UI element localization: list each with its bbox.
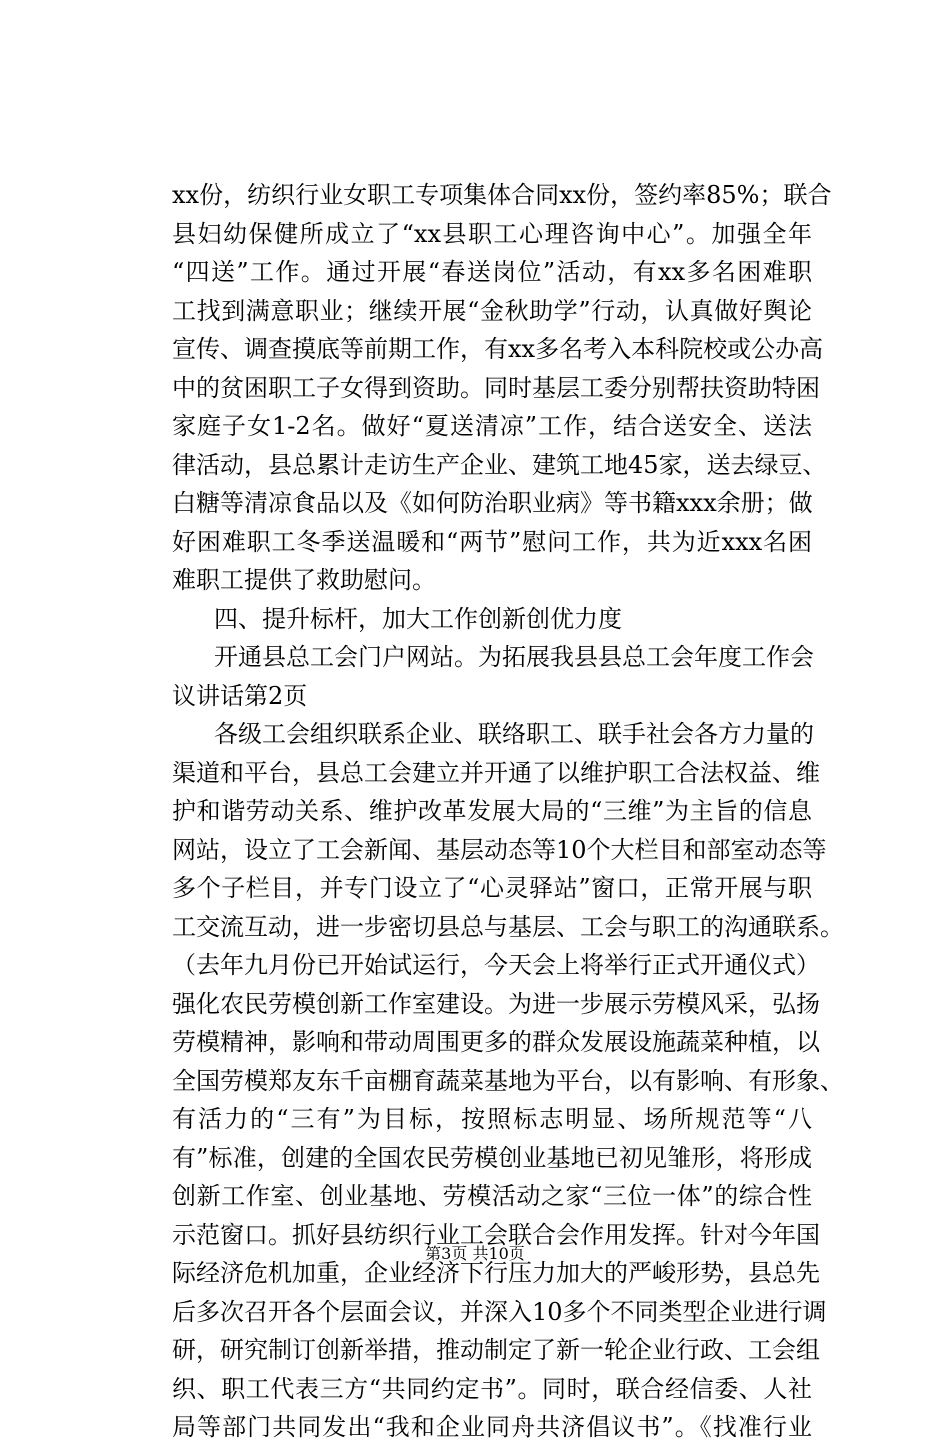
text-line: 研，研究制订创新举措，推动制定了新一轮企业行政、工会组 [172,1336,820,1364]
text-line: “四送”工作。通过开展“春送岗位”活动，有xx多名困难职 [172,258,812,286]
text-line: 中的贫困职工子女得到资助。同时基层工委分别帮扶资助特困 [172,373,820,402]
text-line: 议讲话第2页 [172,681,308,710]
text-line: 难职工提供了救助慰问。 [172,566,436,594]
text-line: 创新工作室、创业基地、劳模活动之家“三位一体”的综合性 [172,1182,812,1210]
text-line: 护和谐劳动关系、维护改革发展大局的“三维”为主旨的信息 [172,797,812,825]
text-line: 白糖等清凉食品以及《如何防治职业病》等书籍xxx余册；做 [172,489,813,517]
text-line: 律活动，县总累计走访生产企业、建筑工地45家，送去绿豆、 [172,450,827,479]
text-line: 工找到满意职业；继续开展“金秋助学”行动，认真做好舆论 [172,296,812,325]
text-line: 局等部门共同发出“我和企业同舟共济倡议书”。《找准行业 [172,1413,812,1441]
text-line: 家庭子女1-2名。做好“夏送清凉”工作，结合送安全、送法 [172,412,812,440]
text-line: 有”标准，创建的全国农民劳模创业基地已初见雏形，将形成 [172,1143,812,1172]
text-line: 网站，设立了工会新闻、基层动态等10个大栏目和部室动态等 [172,835,827,864]
text-line: 后多次召开各个层面会议，并深入10多个不同类型企业进行调 [172,1297,827,1326]
text-line: 多个子栏目，并专门设立了“心灵驿站”窗口，正常开展与职 [172,874,812,902]
text-line: 示范窗口。抓好县纺织行业工会联合会作用发挥。针对今年国 [172,1220,820,1249]
text-line: 好困难职工冬季送温暖和“两节”慰问工作，共为近xxx名困 [172,527,812,556]
page-footer: 第3页 共10页 [425,1244,525,1263]
text-line: 劳模精神，影响和带动周围更多的群众发展设施蔬菜种植，以 [172,1028,820,1056]
text-line: 全国劳模郑友东千亩棚育蔬菜基地为平台，以有影响、有形象、 [172,1066,844,1095]
text-line: 宣传、调查摸底等前期工作，有xx多名考入本科院校或公办高 [172,335,824,363]
text-line: 渠道和平台，县总工会建立并开通了以维护职工合法权益、维 [172,758,820,787]
text-line: xx份，纺织行业女职工专项集体合同xx份，签约率85%；联合 [172,181,832,209]
text-line: 有活力的“三有”为目标，按照标志明显、场所规范等“八 [172,1105,812,1133]
text-line: 工交流互动，进一步密切县总与基层、工会与职工的沟通联系。 [172,912,844,941]
text-line: 织、职工代表三方“共同约定书”。同时，联合经信委、人社 [172,1374,812,1403]
text-line: （去年九月份已开始试运行，今天会上将举行正式开通仪式） [172,951,820,979]
text-line: 四、提升标杆，加大工作创新创优力度 [214,604,622,633]
text-line: 开通县总工会门户网站。为拓展我县县总工会年度工作会 [214,643,814,671]
text-line: 强化农民劳模创新工作室建设。为进一步展示劳模风采，弘扬 [172,989,820,1018]
text-line: 际经济危机加重，企业经济下行压力加大的严峻形势，县总先 [172,1259,820,1287]
text-line: 各级工会组织联系企业、联络职工、联手社会各方力量的 [214,720,814,748]
text-line: 县妇幼保健所成立了“xx县职工心理咨询中心”。加强全年 [172,219,812,248]
